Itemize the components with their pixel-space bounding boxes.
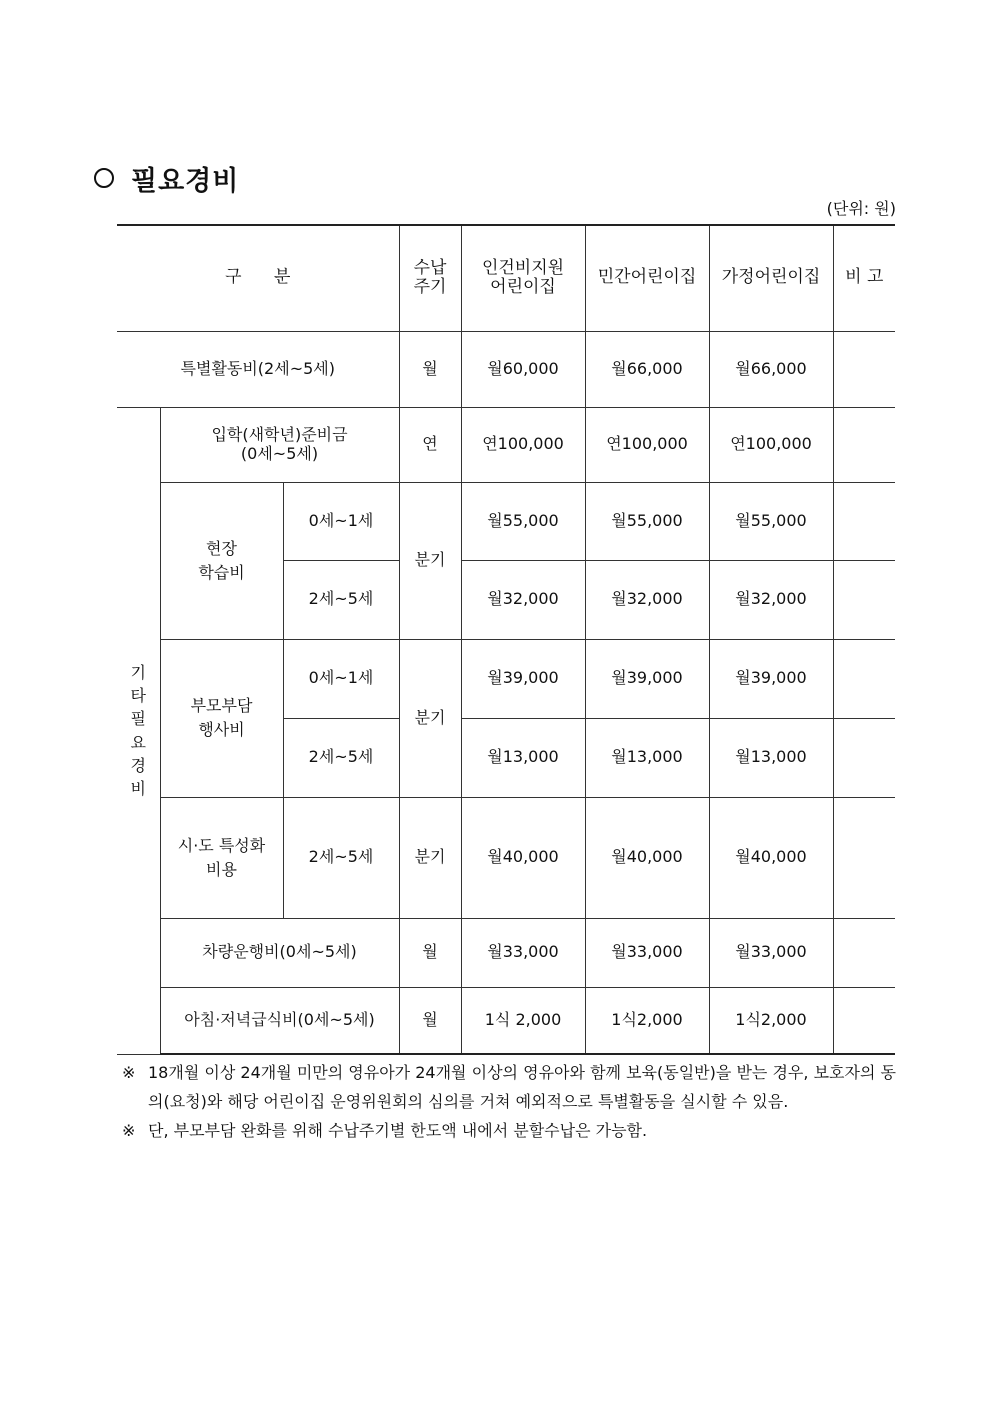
meal-note — [833, 987, 895, 1054]
special-cycle: 월 — [399, 331, 461, 407]
vehicle-v2: 월33,000 — [585, 918, 709, 987]
parent-event-label: 부모부담 행사비 — [160, 639, 283, 797]
special-v3: 월66,000 — [709, 331, 833, 407]
table-row — [117, 918, 895, 987]
regional-v3: 월40,000 — [709, 797, 833, 918]
special-label: 특별활동비(2세~5세) — [117, 331, 399, 407]
footnotes — [122, 1058, 896, 1145]
fee-table — [117, 224, 895, 1055]
meal-v1: 1식 2,000 — [461, 987, 585, 1054]
vehicle-note — [833, 918, 895, 987]
reference-mark: ※ — [122, 1063, 136, 1082]
table-row — [117, 797, 895, 918]
regional-cycle: 분기 — [399, 797, 461, 918]
table-row — [117, 639, 895, 718]
field-v1: 월55,000 — [461, 482, 585, 560]
table-row — [117, 407, 895, 482]
parent-event-age: 2세~5세 — [283, 718, 399, 797]
group-label-cell — [117, 407, 160, 1054]
regional-note — [833, 797, 895, 918]
vehicle-v1: 월33,000 — [461, 918, 585, 987]
vehicle-v3: 월33,000 — [709, 918, 833, 987]
meal-label: 아침·저녁급식비(0세~5세) — [160, 987, 399, 1054]
parent-event-v2: 월13,000 — [585, 718, 709, 797]
field-v3: 월32,000 — [709, 560, 833, 639]
table-row — [117, 482, 895, 560]
admission-v1: 연100,000 — [461, 407, 585, 482]
parent-event-cycle: 분기 — [399, 639, 461, 797]
header-col2: 민간어린이집 — [585, 225, 709, 331]
regional-label: 시·도 특성화 비용 — [160, 797, 283, 918]
reference-mark: ※ — [122, 1121, 136, 1140]
parent-event-v3: 월13,000 — [709, 718, 833, 797]
parent-event-note — [833, 639, 895, 718]
parent-event-age: 0세~1세 — [283, 639, 399, 718]
field-v2: 월55,000 — [585, 482, 709, 560]
group-label: 기타필요경비 — [130, 662, 146, 798]
footnote-text: 18개월 이상 24개월 미만의 영유아가 24개월 이상의 영유아와 함께 보육(동일반)을 받는 경우, 보호자의 동의(요청)와 해당 어린이집 운영위원회의 심의를 거쳐 예외적으로 특별활동을 실시할 수 있음. — [148, 1063, 896, 1111]
field-v1: 월32,000 — [461, 560, 585, 639]
header-col1: 인건비지원 어린이집 — [461, 225, 585, 331]
section-title: 필요경비 — [131, 165, 240, 197]
meal-v3: 1식2,000 — [709, 987, 833, 1054]
field-cycle: 분기 — [399, 482, 461, 639]
field-age: 2세~5세 — [283, 560, 399, 639]
field-label: 현장 학습비 — [160, 482, 283, 639]
header-cycle: 수납 주기 — [399, 225, 461, 331]
section-heading — [94, 158, 239, 198]
table-row — [117, 987, 895, 1054]
field-v3: 월55,000 — [709, 482, 833, 560]
footnote-text: 단, 부모부담 완화를 위해 수납주기별 한도액 내에서 분할수납은 가능함. — [148, 1121, 648, 1140]
header-col3: 가정어린이집 — [709, 225, 833, 331]
regional-v2: 월40,000 — [585, 797, 709, 918]
admission-cycle: 연 — [399, 407, 461, 482]
special-note — [833, 331, 895, 407]
header-note: 비 고 — [833, 225, 895, 331]
unit-label: (단위: 원) — [826, 199, 896, 218]
parent-event-v1: 월13,000 — [461, 718, 585, 797]
special-v1: 월60,000 — [461, 331, 585, 407]
vehicle-label: 차량운행비(0세~5세) — [160, 918, 399, 987]
field-note — [833, 482, 895, 560]
regional-age: 2세~5세 — [283, 797, 399, 918]
table-row — [117, 331, 895, 407]
footnote-item — [122, 1116, 896, 1145]
circle-bullet-icon — [94, 168, 114, 188]
parent-event-v3: 월39,000 — [709, 639, 833, 718]
header-row — [117, 225, 895, 331]
header-category: 구 분 — [117, 225, 399, 331]
field-age: 0세~1세 — [283, 482, 399, 560]
field-note — [833, 560, 895, 639]
admission-v2: 연100,000 — [585, 407, 709, 482]
parent-event-v1: 월39,000 — [461, 639, 585, 718]
regional-v1: 월40,000 — [461, 797, 585, 918]
vehicle-cycle: 월 — [399, 918, 461, 987]
special-v2: 월66,000 — [585, 331, 709, 407]
parent-event-v2: 월39,000 — [585, 639, 709, 718]
admission-v3: 연100,000 — [709, 407, 833, 482]
admission-note — [833, 407, 895, 482]
meal-v2: 1식2,000 — [585, 987, 709, 1054]
field-v2: 월32,000 — [585, 560, 709, 639]
admission-label: 입학(새학년)준비금 (0세~5세) — [160, 407, 399, 482]
parent-event-note — [833, 718, 895, 797]
meal-cycle: 월 — [399, 987, 461, 1054]
footnote-item — [122, 1058, 896, 1116]
